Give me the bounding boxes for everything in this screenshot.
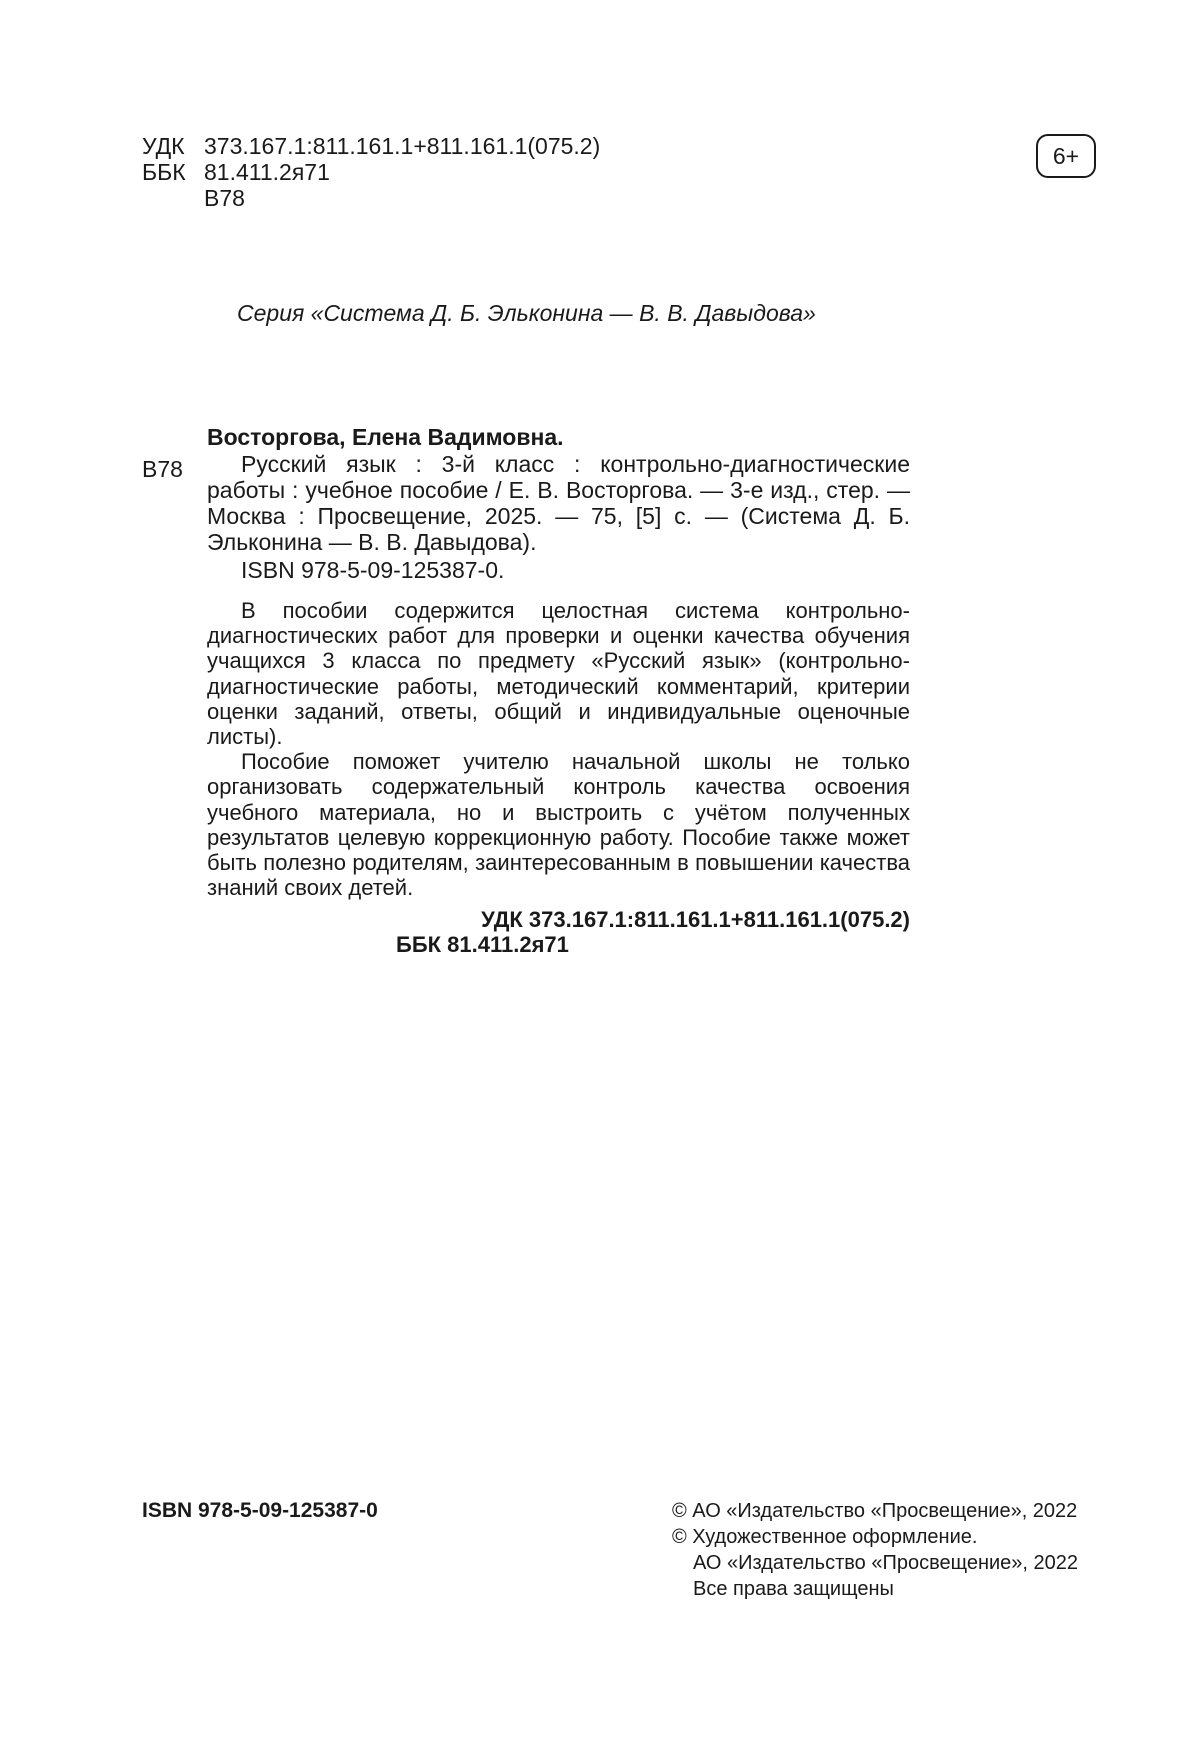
copyright-line: АО «Издательство «Просвещение», 2022 [693,1552,1079,1574]
bottom-classification [207,907,910,957]
annotation [207,598,910,900]
author-mark: В78 [204,185,245,211]
record-isbn: ISBN 978-5-09-125387-0. [241,557,505,583]
rights-reserved: Все права защищены [693,1578,894,1600]
annotation-paragraph: Пособие поможет учителю начальной школы не только организовать содержательный контроль качества освоения учебного материала, но и выстроить с учётом полученных результатов целевую коррекционную работу. Пособие также может быть полезно родителям, заинтересованным в повышении качества знаний своих детей. [207,749,910,901]
udk-label: УДК [142,133,185,159]
bbk-value: 81.411.2я71 [204,159,330,185]
bottom-bbk: ББК 81.411.2я71 [396,932,569,957]
annotation-paragraph: В пособии содержится целостная система контрольно-диагностических работ для проверки и оценки качества обучения учащихся 3 класса по предмету «Русский язык» (контрольно-диагностические работы, методический комментарий, критерии оценки заданий, ответы, общий и индивидуальные оценочные листы). [207,598,910,750]
bbk-label: ББК [142,159,186,185]
record-code: В78 [142,456,183,482]
age-rating-badge: 6+ [1036,134,1096,178]
udk-value: 373.167.1:811.161.1+811.161.1(075.2) [204,133,601,159]
bottom-udk: УДК 373.167.1:811.161.1+811.161.1(075.2) [481,907,910,932]
classification-block [142,133,600,211]
copyright-line: © АО «Издательство «Просвещение», 2022 [672,1500,1078,1522]
author-heading: Восторгова, Елена Вадимовна. [207,424,564,450]
description-text: Русский язык : 3-й класс : контрольно-диагностические работы : учебное пособие / Е. В. Восторгова. — 3-е изд., стер. — Москва : Просвещение, 2025. — 75, [5] с. — (Система Д. Б. Эльконина — В. В. Давыдова). [207,451,910,555]
copyright-block [672,1498,1078,1602]
isbn-footer: ISBN 978-5-09-125387-0 [142,1499,378,1522]
bibliographic-description [207,451,910,583]
series-title: Серия «Система Д. Б. Эльконина — В. В. Давыдова» [237,300,816,326]
copyright-line: © Художественное оформление. [672,1526,978,1548]
